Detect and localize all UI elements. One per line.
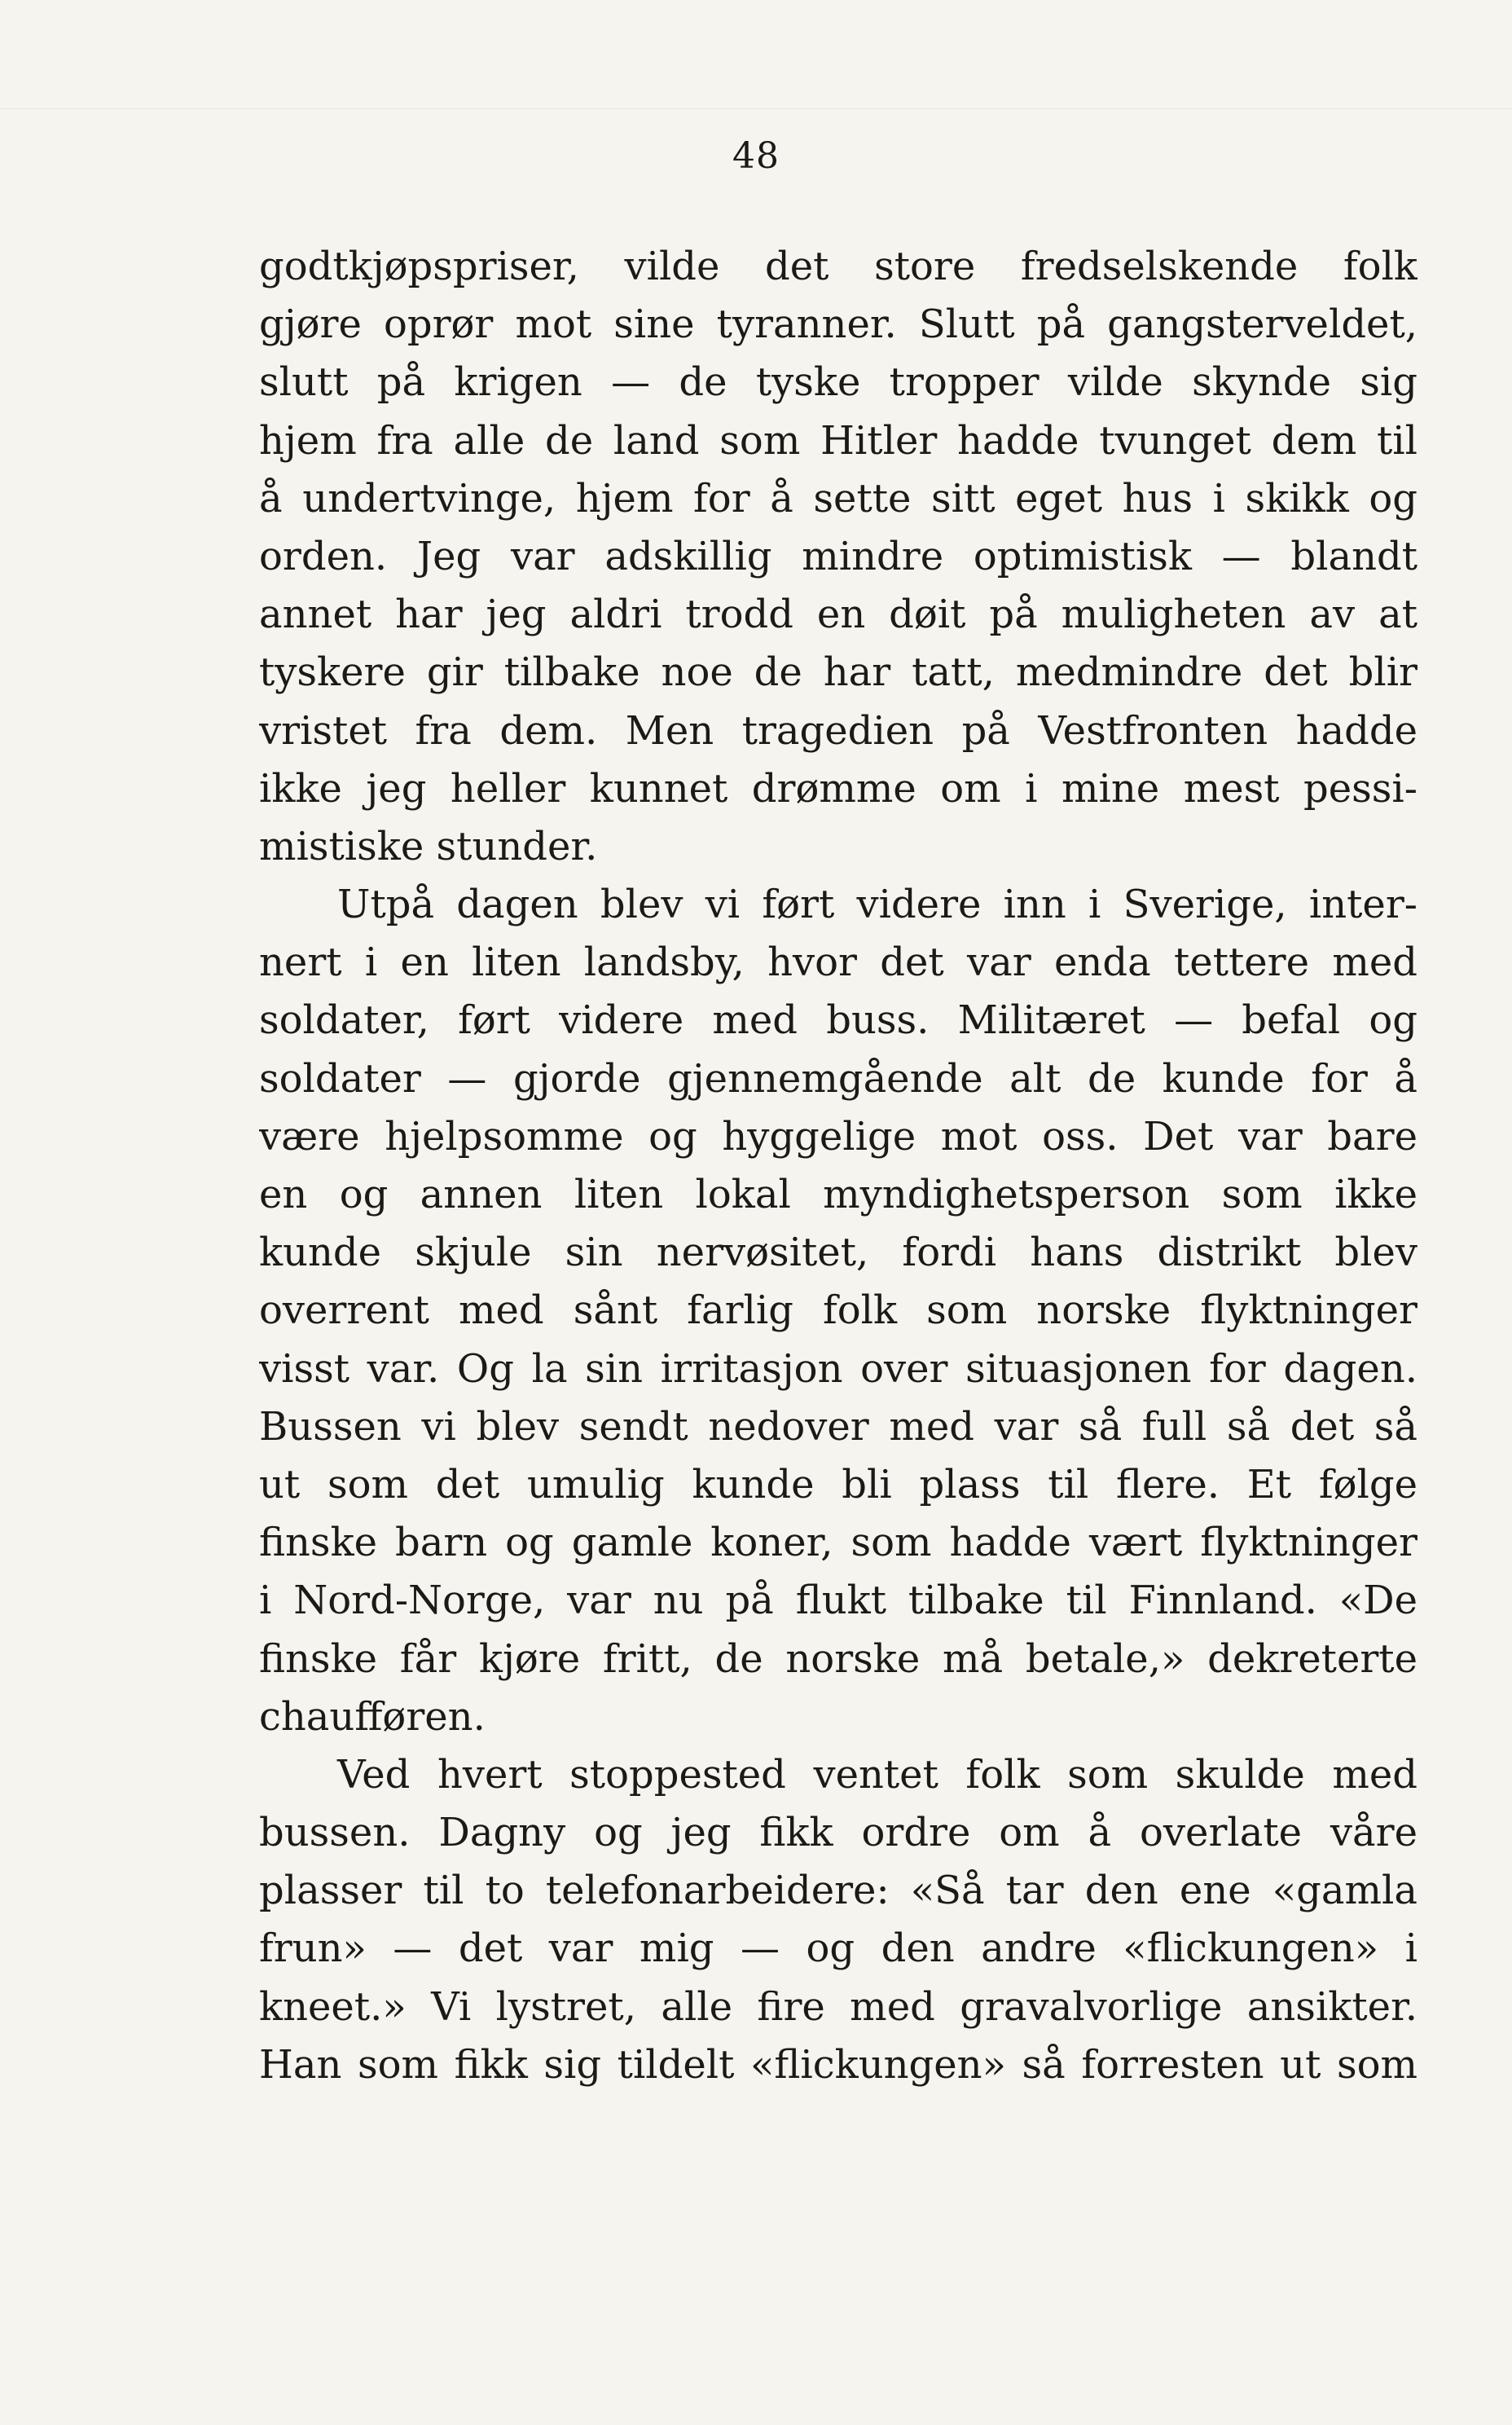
text-line: orden. Jeg var adskillig mindre optimistisk — blandt	[259, 533, 1418, 579]
text-line: visst var. Og la sin irritasjon over situasjonen for dagen.	[259, 1345, 1418, 1392]
text-line: bussen. Dagny og jeg fikk ordre om å overlate våre	[259, 1810, 1418, 1856]
paragraph	[259, 1746, 1418, 2094]
text-line: en og annen liten lokal myndighetsperson som ikke	[259, 1172, 1418, 1217]
text-line: å undertvinge, hjem for å sette sitt eget hus i skikk og	[259, 475, 1418, 522]
text-line: kneet.» Vi lystret, alle fire med gravalvorlige ansikter.	[259, 1983, 1418, 2030]
text-line: ikke jeg heller kunnet drømme om i mine mest pessi-	[259, 765, 1418, 812]
text-line: overrent med sånt farlig folk som norske flyktninger	[259, 1287, 1418, 1334]
text-line: mistiske stunder.	[259, 823, 598, 869]
text-line: kunde skjule sin nervøsitet, fordi hans distrikt blev	[259, 1230, 1418, 1276]
text-line: hjem fra alle de land som Hitler hadde tvunget dem til	[259, 417, 1418, 464]
text-line: slutt på krigen — de tyske tropper vilde skynde sig	[259, 359, 1418, 406]
text-line: nert i en liten landsby, hvor det var enda tettere med	[259, 940, 1418, 986]
text-line: Han som fikk sig tildelt «flickungen» så forresten ut som	[259, 2041, 1418, 2088]
text-line: ut som det umulig kunde bli plass til flere. Et følge	[259, 1461, 1418, 1507]
text-line: Ved hvert stoppested ventet folk som skulde med	[337, 1751, 1418, 1798]
text-line: frun» — det var mig — og den andre «flickungen» i	[259, 1925, 1418, 1972]
text-line: Utpå dagen blev vi ført videre inn i Sverige, inter-	[337, 882, 1418, 928]
text-line: Bussen vi blev sendt nedover med var så full så det så	[259, 1403, 1418, 1450]
text-line: være hjelpsomme og hyggelige mot oss. Det var bare	[259, 1113, 1418, 1160]
paragraph	[259, 876, 1418, 1746]
text-line: vristet fra dem. Men tragedien på Vestfronten hadde	[259, 707, 1418, 754]
text-line: plasser til to telefonarbeidere: «Så tar den ene «gamla	[259, 1868, 1418, 1914]
page-number: 48	[732, 135, 780, 177]
text-line: finske får kjøre fritt, de norske må betale,» dekreterte	[259, 1635, 1418, 1682]
text-line: gjøre oprør mot sine tyranner. Slutt på gangsterveldet,	[259, 301, 1418, 348]
text-line: soldater — gjorde gjennemgående alt de kunde for å	[259, 1055, 1418, 1102]
text-line: soldater, ført videre med buss. Militæret — befal og	[259, 997, 1418, 1044]
text-line: annet har jeg aldri trodd en døit på muligheten av at	[259, 592, 1418, 638]
text-line: i Nord-Norge, var nu på flukt tilbake til Finnland. «De	[259, 1578, 1418, 1624]
text-line: chaufføren.	[259, 1693, 486, 1740]
paragraph	[259, 238, 1418, 876]
top-edge-line	[0, 108, 1512, 109]
body-text	[259, 238, 1418, 2094]
text-line: tyskere gir tilbake noe de har tatt, medmindre det blir	[259, 649, 1418, 696]
text-line: godtkjøpspriser, vilde det store fredselskende folk	[259, 244, 1418, 289]
text-line: finske barn og gamle koner, som hadde vært flyktninger	[259, 1520, 1418, 1566]
